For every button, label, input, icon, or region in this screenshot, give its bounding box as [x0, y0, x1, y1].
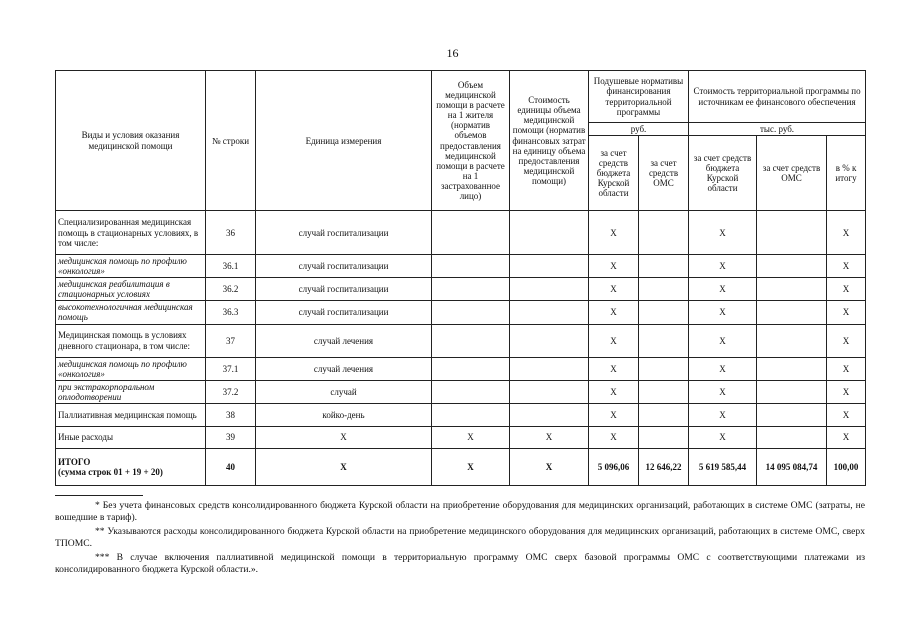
table-row — [56, 357, 866, 380]
total-pc-budget: 5 096,06 — [589, 448, 639, 485]
row-volume — [432, 301, 510, 324]
total-title: ИТОГО — [58, 456, 91, 467]
row-pc-budget: X — [589, 357, 639, 380]
row-number: 39 — [206, 426, 256, 448]
row-total-budget: X — [689, 403, 757, 426]
row-name: высокотехнологичная медицинская помощь — [56, 301, 206, 324]
row-total-budget: X — [689, 278, 757, 301]
row-total-budget: X — [689, 426, 757, 448]
row-volume — [432, 380, 510, 403]
row-number: 36.3 — [206, 301, 256, 324]
row-percent: X — [827, 255, 866, 278]
row-pc-oms — [639, 403, 689, 426]
row-percent: X — [827, 357, 866, 380]
row-cost — [510, 211, 589, 255]
row-pc-oms — [639, 426, 689, 448]
row-unit: случай госпитализации — [256, 301, 432, 324]
row-number: 38 — [206, 403, 256, 426]
row-total-budget: X — [689, 255, 757, 278]
row-number: 37.2 — [206, 380, 256, 403]
footnotes — [55, 500, 865, 578]
table-row — [56, 324, 866, 357]
row-cost — [510, 380, 589, 403]
row-name: медицинская помощь по профилю «онкология» — [56, 255, 206, 278]
row-pc-budget: X — [589, 255, 639, 278]
row-total-oms — [757, 357, 827, 380]
header-percent: в % к итогу — [827, 136, 866, 211]
row-pc-budget: X — [589, 403, 639, 426]
row-cost — [510, 255, 589, 278]
row-name: Медицинская помощь в условиях дневного стационара, в том числе: — [56, 324, 206, 357]
total-pc-oms: 12 646,22 — [639, 448, 689, 485]
row-total-oms — [757, 403, 827, 426]
row-total-oms — [757, 278, 827, 301]
financing-table — [55, 70, 866, 486]
row-name: Паллиативная медицинская помощь — [56, 403, 206, 426]
row-total-budget: X — [689, 211, 757, 255]
header-total-cost: Стоимость территориальной программы по источникам ее финансового обеспечения — [689, 71, 866, 123]
header-row-number: № строки — [206, 71, 256, 211]
table-row — [56, 211, 866, 255]
footnote-divider — [55, 495, 143, 496]
row-total-oms — [757, 324, 827, 357]
footnote-3: *** В случае включения паллиативной медицинской помощи в территориальную программу ОМС сверх базовой программы ОМС с соответствующими платежами из консолидированного бюджета Курской области.». — [55, 551, 865, 576]
table-row — [56, 255, 866, 278]
row-volume — [432, 278, 510, 301]
total-total-oms: 14 095 084,74 — [757, 448, 827, 485]
row-total-oms — [757, 255, 827, 278]
row-volume: X — [432, 426, 510, 448]
row-pc-oms — [639, 324, 689, 357]
header-per-capita-unit: руб. — [589, 123, 689, 136]
row-percent: X — [827, 301, 866, 324]
total-formula: (сумма строк 01 + 19 + 20) — [58, 466, 163, 477]
row-volume — [432, 324, 510, 357]
row-pc-budget: X — [589, 278, 639, 301]
row-total-budget: X — [689, 380, 757, 403]
header-volume: Объем медицинской помощи в расчете на 1 жителя (норматив объемов предоставления медицинской помощи в расчете на 1 застрахованное лицо) — [432, 71, 510, 211]
row-pc-budget: X — [589, 426, 639, 448]
row-cost — [510, 357, 589, 380]
row-volume — [432, 403, 510, 426]
row-name: Иные расходы — [56, 426, 206, 448]
header-total-budget: за счет средств бюджета Курской области — [689, 136, 757, 211]
row-number: 37 — [206, 324, 256, 357]
header-per-capita: Подушевые нормативы финансирования территориальной программы — [589, 71, 689, 123]
total-volume: X — [432, 448, 510, 485]
total-total-budget: 5 619 585,44 — [689, 448, 757, 485]
row-name: Специализированная медицинская помощь в стационарных условиях, в том числе: — [56, 211, 206, 255]
row-cost — [510, 278, 589, 301]
row-total-budget: X — [689, 324, 757, 357]
row-unit: случай лечения — [256, 324, 432, 357]
row-cost — [510, 324, 589, 357]
total-row — [56, 448, 866, 485]
row-pc-oms — [639, 380, 689, 403]
footnote-2: ** Указываются расходы консолидированного бюджета Курской области на приобретение медицинского оборудования для медицинских организаций, работающих в системе ОМС, сверх ТПОМС. — [55, 525, 865, 550]
row-pc-oms — [639, 357, 689, 380]
row-name: медицинская реабилитация в стационарных условиях — [56, 278, 206, 301]
row-number: 37.1 — [206, 357, 256, 380]
header-pc-budget: за счет средств бюджета Курской области — [589, 136, 639, 211]
total-cost: X — [510, 448, 589, 485]
page-number: 16 — [446, 46, 459, 60]
row-cost — [510, 301, 589, 324]
header-cost: Стоимость единицы объема медицинской помощи (норматив финансовых затрат на единицу объема предоставления медицинской помощи) — [510, 71, 589, 211]
row-unit: случай госпитализации — [256, 255, 432, 278]
row-total-oms — [757, 380, 827, 403]
row-total-oms — [757, 301, 827, 324]
row-cost — [510, 403, 589, 426]
row-percent: X — [827, 211, 866, 255]
row-unit: случай госпитализации — [256, 211, 432, 255]
row-volume — [432, 211, 510, 255]
total-unit: X — [256, 448, 432, 485]
row-pc-oms — [639, 211, 689, 255]
row-unit: X — [256, 426, 432, 448]
table-row — [56, 426, 866, 448]
header-pc-oms: за счет средств ОМС — [639, 136, 689, 211]
header-total-oms: за счет средств ОМС — [757, 136, 827, 211]
total-name — [56, 448, 206, 485]
header-unit: Единица измерения — [256, 71, 432, 211]
total-number: 40 — [206, 448, 256, 485]
row-pc-budget: X — [589, 211, 639, 255]
row-name: медицинская помощь по профилю «онкология» — [56, 357, 206, 380]
table-row — [56, 278, 866, 301]
row-unit: случай лечения — [256, 357, 432, 380]
row-volume — [432, 255, 510, 278]
footnote-1: * Без учета финансовых средств консолидированного бюджета Курской области на приобретение оборудования для медицинских организаций, работающих в системе ОМС (затраты, не вошедшие в тариф). — [55, 500, 865, 524]
header-total-cost-unit: тыс. руб. — [689, 123, 866, 136]
row-pc-budget: X — [589, 301, 639, 324]
row-number: 36.2 — [206, 278, 256, 301]
row-percent: X — [827, 278, 866, 301]
row-pc-oms — [639, 278, 689, 301]
total-percent: 100,00 — [827, 448, 866, 485]
row-total-budget: X — [689, 357, 757, 380]
row-percent: X — [827, 380, 866, 403]
row-number: 36 — [206, 211, 256, 255]
table-row — [56, 403, 866, 426]
row-total-oms — [757, 426, 827, 448]
row-unit: случай госпитализации — [256, 278, 432, 301]
row-volume — [432, 357, 510, 380]
row-pc-oms — [639, 301, 689, 324]
row-pc-budget: X — [589, 324, 639, 357]
row-percent: X — [827, 426, 866, 448]
row-percent: X — [827, 324, 866, 357]
row-pc-oms — [639, 255, 689, 278]
row-unit: случай — [256, 380, 432, 403]
row-total-oms — [757, 211, 827, 255]
table-row — [56, 301, 866, 324]
row-name: при экстракорпоральном оплодотворении — [56, 380, 206, 403]
row-total-budget: X — [689, 301, 757, 324]
row-cost: X — [510, 426, 589, 448]
header-types: Виды и условия оказания медицинской помощи — [56, 71, 206, 211]
row-number: 36.1 — [206, 255, 256, 278]
table-row — [56, 380, 866, 403]
row-percent: X — [827, 403, 866, 426]
row-unit: койко-день — [256, 403, 432, 426]
row-pc-budget: X — [589, 380, 639, 403]
